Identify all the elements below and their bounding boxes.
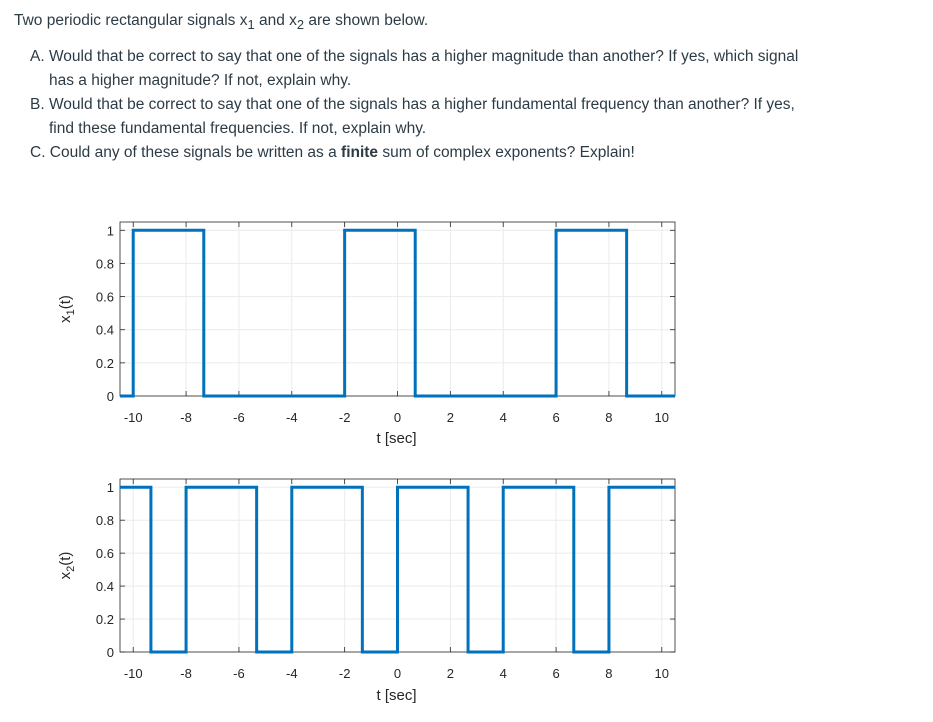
- y-axis-label-sub: 2: [65, 565, 77, 572]
- y-tick-label: 0.4: [95, 579, 114, 595]
- x-tick-label: -6: [233, 666, 245, 681]
- x1-sub: 1: [247, 17, 255, 33]
- y-tick-label: 1: [106, 223, 114, 239]
- x-tick-label: -4: [286, 410, 298, 425]
- plot-1: [57, 222, 675, 447]
- x-tick-label: -6: [233, 410, 245, 425]
- x2-base: x: [289, 12, 297, 29]
- y-axis-label-base: x: [57, 315, 74, 323]
- part-c-bold: finite: [341, 144, 379, 161]
- x-tick-label: 2: [446, 410, 454, 425]
- y-axis-label-paren: (t): [57, 295, 74, 310]
- y-tick-label: 0: [106, 645, 114, 660]
- x-tick-label: 6: [552, 666, 560, 681]
- y-axis-label-base: x: [57, 571, 74, 580]
- x-tick-label: 6: [552, 410, 560, 425]
- y-tick-label: 0: [106, 389, 114, 404]
- y-tick-label: 0.4: [95, 322, 114, 338]
- part-c-suffix: sum of complex exponents? Explain!: [378, 144, 635, 161]
- y-axis-label-sub: 1: [65, 309, 77, 316]
- x-tick-label: 0: [393, 666, 402, 681]
- x-tick-label: 2: [446, 666, 454, 681]
- intro-and: and: [254, 12, 290, 29]
- x-tick-label: 0: [393, 410, 402, 425]
- x-tick-label: -10: [123, 410, 143, 425]
- x-tick-label: -4: [286, 666, 298, 681]
- part-a-line2: has a higher magnitude? If not, explain why.: [49, 72, 352, 89]
- y-tick-label: 0.2: [95, 355, 114, 371]
- y-tick-label: 1: [106, 480, 114, 496]
- x-tick-label: 4: [499, 410, 507, 425]
- x-tick-label: 10: [654, 410, 670, 425]
- x1-base: x: [239, 12, 248, 29]
- x-tick-label: 8: [605, 666, 613, 681]
- y-tick-label: 0.6: [95, 546, 114, 562]
- x-tick-label: -10: [123, 666, 143, 681]
- intro-prefix: Two periodic rectangular signals: [14, 12, 240, 29]
- part-b-line1: B. Would that be correct to say that one of the signals has a higher fundamental frequency than another? If yes,: [30, 96, 795, 113]
- y-tick-label: 0.8: [95, 256, 114, 272]
- y-tick-label: 0.2: [95, 612, 114, 628]
- y-axis-label-paren: (t): [57, 551, 74, 566]
- plot-2: [57, 479, 675, 704]
- x-axis-label: t [sec]: [376, 687, 417, 704]
- part-c-prefix: C. Could any of these signals be written as a: [30, 144, 342, 161]
- part-a-line1: A. Would that be correct to say that one of the signals has a higher magnitude than another? If yes, which signal: [30, 48, 799, 65]
- intro-suffix: are shown below.: [304, 12, 429, 29]
- x2-sub: 2: [296, 17, 305, 33]
- y-tick-label: 0.8: [95, 513, 114, 529]
- x-tick-label: 10: [654, 666, 670, 681]
- x-tick-label: 8: [605, 410, 613, 425]
- y-axis-label: [57, 295, 77, 323]
- x-tick-label: -8: [180, 410, 192, 425]
- y-tick-label: 0.6: [95, 289, 114, 305]
- signal-line-x2: [120, 487, 675, 652]
- part-b-line2: find these fundamental frequencies. If not, explain why.: [49, 120, 427, 137]
- x-axis-label: t [sec]: [376, 430, 417, 447]
- x-tick-label: -8: [180, 666, 192, 681]
- x-tick-label: 4: [499, 666, 507, 681]
- y-axis-label: [57, 552, 77, 580]
- x-tick-label: -2: [338, 410, 351, 425]
- x-tick-label: -2: [338, 666, 351, 681]
